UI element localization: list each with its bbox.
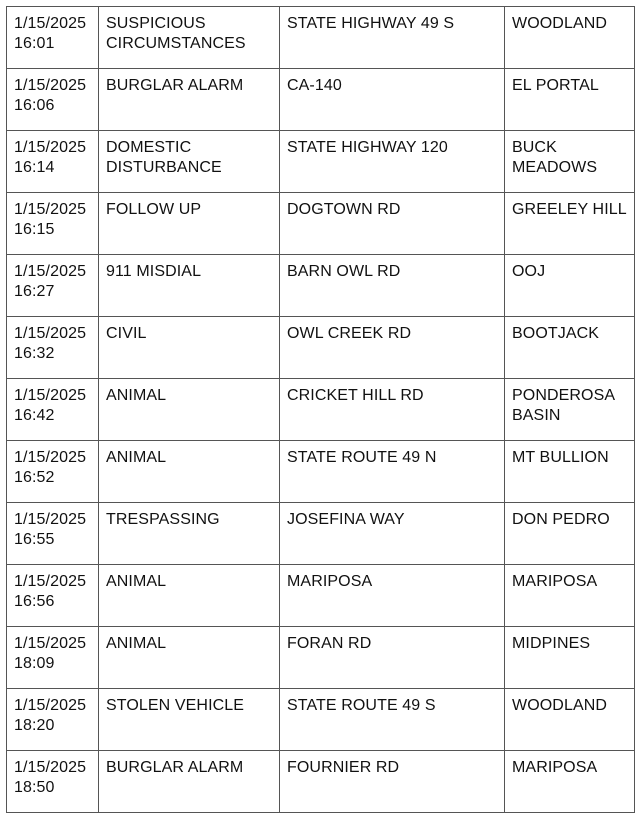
table-row <box>7 255 635 317</box>
call-type-cell: SUSPICIOUS CIRCUMSTANCES <box>99 7 280 69</box>
call-log-table <box>6 6 635 813</box>
datetime-cell: 1/15/2025 16:55 <box>7 503 99 565</box>
location-cell: FOURNIER RD <box>280 751 505 813</box>
table-row <box>7 689 635 751</box>
datetime-cell: 1/15/2025 16:52 <box>7 441 99 503</box>
area-cell: OOJ <box>505 255 635 317</box>
call-type-cell: STOLEN VEHICLE <box>99 689 280 751</box>
table-row <box>7 193 635 255</box>
table-row <box>7 503 635 565</box>
datetime-cell: 1/15/2025 16:15 <box>7 193 99 255</box>
call-type-cell: ANIMAL <box>99 627 280 689</box>
table-row <box>7 317 635 379</box>
datetime-cell: 1/15/2025 16:27 <box>7 255 99 317</box>
table-row <box>7 69 635 131</box>
datetime-cell: 1/15/2025 16:42 <box>7 379 99 441</box>
area-cell: WOODLAND <box>505 7 635 69</box>
table-row <box>7 7 635 69</box>
table-row <box>7 565 635 627</box>
location-cell: STATE HIGHWAY 120 <box>280 131 505 193</box>
location-cell: CA-140 <box>280 69 505 131</box>
datetime-cell: 1/15/2025 18:20 <box>7 689 99 751</box>
call-type-cell: CIVIL <box>99 317 280 379</box>
location-cell: JOSEFINA WAY <box>280 503 505 565</box>
call-type-cell: BURGLAR ALARM <box>99 751 280 813</box>
area-cell: EL PORTAL <box>505 69 635 131</box>
call-type-cell: 911 MISDIAL <box>99 255 280 317</box>
datetime-cell: 1/15/2025 16:06 <box>7 69 99 131</box>
area-cell: WOODLAND <box>505 689 635 751</box>
area-cell: DON PEDRO <box>505 503 635 565</box>
location-cell: OWL CREEK RD <box>280 317 505 379</box>
area-cell: PONDEROSA BASIN <box>505 379 635 441</box>
location-cell: STATE ROUTE 49 N <box>280 441 505 503</box>
call-type-cell: BURGLAR ALARM <box>99 69 280 131</box>
datetime-cell: 1/15/2025 16:56 <box>7 565 99 627</box>
location-cell: STATE ROUTE 49 S <box>280 689 505 751</box>
location-cell: BARN OWL RD <box>280 255 505 317</box>
call-type-cell: TRESPASSING <box>99 503 280 565</box>
area-cell: MARIPOSA <box>505 751 635 813</box>
table-row <box>7 441 635 503</box>
call-type-cell: ANIMAL <box>99 379 280 441</box>
area-cell: BOOTJACK <box>505 317 635 379</box>
table-row <box>7 131 635 193</box>
datetime-cell: 1/15/2025 18:50 <box>7 751 99 813</box>
area-cell: MT BULLION <box>505 441 635 503</box>
location-cell: CRICKET HILL RD <box>280 379 505 441</box>
location-cell: DOGTOWN RD <box>280 193 505 255</box>
area-cell: MIDPINES <box>505 627 635 689</box>
location-cell: FORAN RD <box>280 627 505 689</box>
datetime-cell: 1/15/2025 16:14 <box>7 131 99 193</box>
area-cell: MARIPOSA <box>505 565 635 627</box>
call-type-cell: ANIMAL <box>99 441 280 503</box>
location-cell: STATE HIGHWAY 49 S <box>280 7 505 69</box>
location-cell: MARIPOSA <box>280 565 505 627</box>
area-cell: BUCK MEADOWS <box>505 131 635 193</box>
table-row <box>7 379 635 441</box>
datetime-cell: 1/15/2025 16:01 <box>7 7 99 69</box>
table-row <box>7 627 635 689</box>
datetime-cell: 1/15/2025 18:09 <box>7 627 99 689</box>
call-type-cell: ANIMAL <box>99 565 280 627</box>
datetime-cell: 1/15/2025 16:32 <box>7 317 99 379</box>
call-type-cell: FOLLOW UP <box>99 193 280 255</box>
call-type-cell: DOMESTIC DISTURBANCE <box>99 131 280 193</box>
table-row <box>7 751 635 813</box>
area-cell: GREELEY HILL <box>505 193 635 255</box>
